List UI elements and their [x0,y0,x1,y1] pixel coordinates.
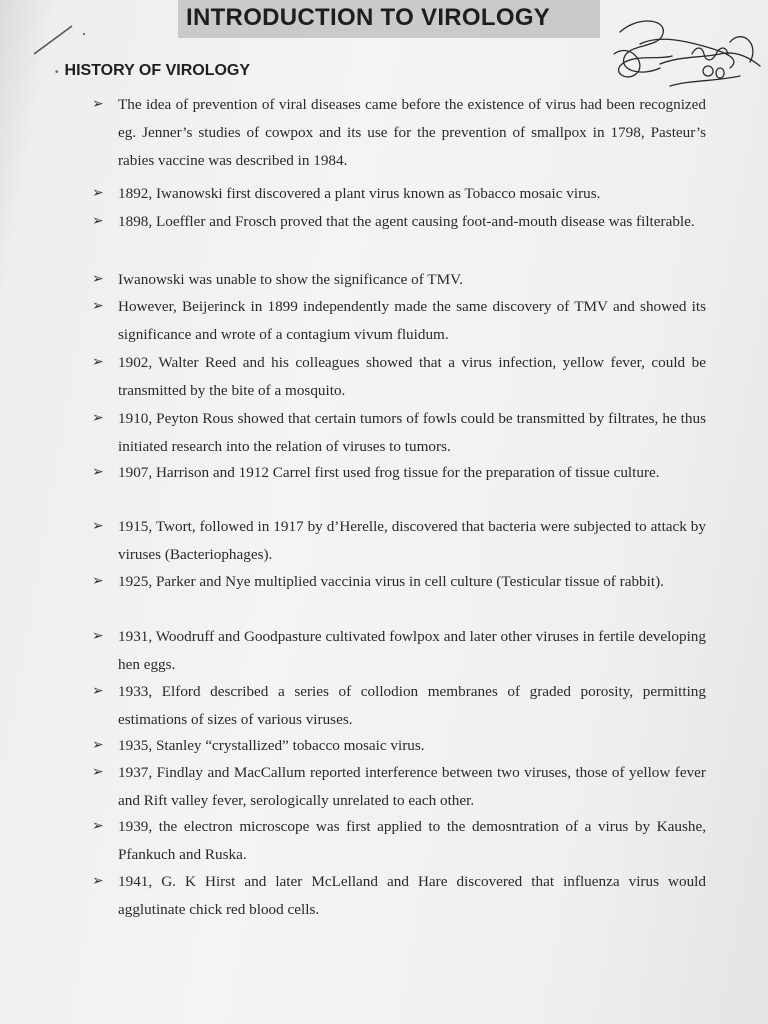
arrow-bullet-icon: ➢ [92,272,104,287]
list-item [92,180,706,208]
arrow-bullet-icon: ➢ [92,684,104,699]
section-heading [55,62,250,80]
list-item-text: Iwanowski was unable to show the significance of TMV. [118,271,463,288]
arrow-bullet-icon: ➢ [92,574,104,589]
list-item-text: 1915, Twort, followed in 1917 by d’Herelle, discovered that bacteria were subjected to attack by viruses (Bacteriophages). [118,518,706,563]
list-item [92,568,706,596]
arrow-bullet-icon: ➢ [92,519,104,534]
arrow-bullet-icon: ➢ [92,629,104,644]
arrow-bullet-icon: ➢ [92,214,104,229]
list-item [92,266,706,294]
list-item-text: 1910, Peyton Rous showed that certain tumors of fowls could be transmitted by filtrates, he thus initiated research into the relation of viruses to tumors. [118,410,706,455]
section-heading-text: HISTORY OF VIROLOGY [64,62,251,79]
list-item-text: 1898, Loeffler and Frosch proved that the agent causing foot-and-mouth disease was filterable. [118,213,695,230]
list-item-text: The idea of prevention of viral diseases came before the existence of virus had been recognized eg. Jenner’s studies of cowpox and its use for the prevention of smallpox in 1798, Pasteur’s rabies vaccine was described in 1984. [118,96,706,169]
list-item [92,405,706,461]
list-item [92,813,706,869]
arrow-bullet-icon: ➢ [92,465,104,480]
list-item [92,513,706,569]
list-item-text: 1925, Parker and Nye multiplied vaccinia virus in cell culture (Testicular tissue of rabbit). [118,573,664,590]
arrow-bullet-icon: ➢ [92,186,104,201]
list-item [92,91,706,175]
arrow-bullet-icon: ➢ [92,411,104,426]
list-item-text: 1892, Iwanowski first discovered a plant virus known as Tobacco mosaic virus. [118,185,601,202]
bullet-dot-icon: • [55,67,59,78]
list-item [92,208,706,236]
arrow-bullet-icon: ➢ [92,355,104,370]
list-item-text: 1902, Walter Reed and his colleagues showed that a virus infection, yellow fever, could be transmitted by the bite of a mosquito. [118,354,706,399]
list-item-text: 1933, Elford described a series of collodion membranes of graded porosity, permitting estimations of sizes of various viruses. [118,683,706,728]
list-item-text: 1935, Stanley “crystallized” tobacco mosaic virus. [118,737,425,754]
arrow-bullet-icon: ➢ [92,819,104,834]
list-item-text: 1937, Findlay and MacCallum reported interference between two viruses, those of yellow fever and Rift valley fever, serologically unrelated to each other. [118,764,706,809]
list-item-text: However, Beijerinck in 1899 independently made the same discovery of TMV and showed its significance and wrote of a contagium vivum fluidum. [118,298,706,343]
list-item [92,868,706,924]
list-item [92,459,706,487]
list-item [92,623,706,679]
list-item [92,759,706,815]
list-item-text: 1907, Harrison and 1912 Carrel first used frog tissue for the preparation of tissue culture. [118,464,660,481]
arrow-bullet-icon: ➢ [92,299,104,314]
list-item-text: 1931, Woodruff and Goodpasture cultivated fowlpox and later other viruses in fertile developing hen eggs. [118,628,706,673]
arrow-bullet-icon: ➢ [92,765,104,780]
list-item-text: 1941, G. K Hirst and later McLelland and Hare discovered that influenza virus would agglutinate chick red blood cells. [118,873,706,918]
list-item [92,732,706,760]
arrow-bullet-icon: ➢ [92,97,104,112]
list-item-text: 1939, the electron microscope was first applied to the demosntration of a virus by Kaushe, Pfankuch and Ruska. [118,818,706,863]
arrow-bullet-icon: ➢ [92,874,104,889]
pen-stroke-mark [28,18,98,62]
list-item [92,349,706,405]
arrow-bullet-icon: ➢ [92,738,104,753]
page-title: INTRODUCTION TO VIROLOGY [186,4,551,31]
list-item [92,293,706,349]
list-item [92,678,706,734]
